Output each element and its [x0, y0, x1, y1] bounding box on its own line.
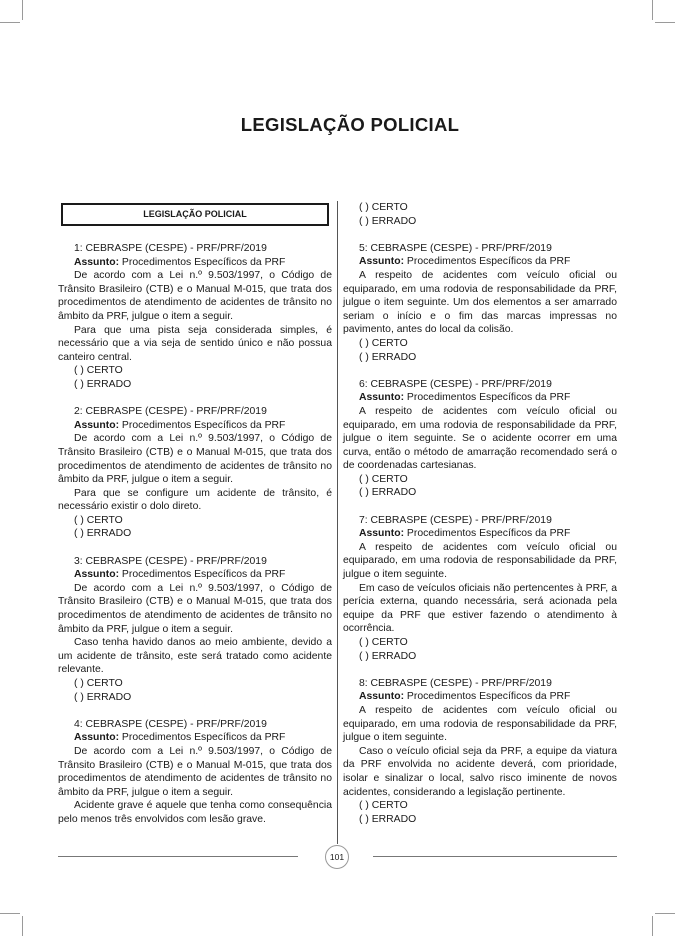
option-errado[interactable]: ( ) ERRADO [359, 215, 417, 227]
question-paragraph: A respeito de acidentes com veículo oficial ou equiparado, em uma rodovia de responsabilidade da PRF, julgue o item seguinte. Um dos elementos a ser amarrado seriam o início e o fim das marcas impressas no pavimento, antes do local da colisão. [343, 269, 617, 336]
question-item [343, 378, 617, 500]
option-certo[interactable]: ( ) CERTO [359, 637, 408, 648]
subject-label: Assunto: [359, 392, 405, 404]
option-certo[interactable]: ( ) CERTO [74, 514, 123, 526]
question-paragraph: Acidente grave é aquele que tenha como consequência pelo menos três envolvidos com lesão grave. [58, 800, 332, 825]
question-subject [343, 391, 617, 405]
question-item [58, 718, 332, 827]
question-item [58, 405, 332, 541]
question-subject [343, 527, 617, 541]
question-paragraph: A respeito de acidentes com veículo oficial ou equiparado, em uma rodovia de responsabilidade da PRF, julgue o item seguinte. [343, 541, 617, 581]
carryover-options [343, 201, 617, 228]
crop-mark-top-left-vertical [22, 0, 23, 20]
question-header: 1: CEBRASPE (CESPE) - PRF/PRF/2019 [74, 243, 267, 254]
option-certo[interactable]: ( ) CERTO [74, 365, 123, 377]
question-header: 2: CEBRASPE (CESPE) - PRF/PRF/2019 [74, 406, 267, 418]
crop-mark-top-left-horizontal [0, 22, 20, 23]
right-question-list [343, 242, 617, 827]
question-paragraph: De acordo com a Lei n.º 9.503/1997, o Código de Trânsito Brasileiro (CTB) e o Manual M-015, que trata dos procedimentos de atendimento de acidentes de trânsito no âmbito da PRF, julgue o item a seguir. [58, 270, 332, 322]
question-paragraph: Caso tenha havido danos ao meio ambiente, devido a um acidente de trânsito, este será tratado como acidente relevante. [58, 637, 332, 676]
question-item [58, 555, 332, 705]
left-question-list [58, 242, 332, 827]
subject-label: Assunto: [74, 256, 120, 268]
right-column [343, 201, 617, 840]
subject-value: Procedimentos Específicos da PRF [121, 732, 286, 744]
question-header: 7: CEBRASPE (CESPE) - PRF/PRF/2019 [359, 514, 552, 526]
question-item [343, 677, 617, 827]
option-errado[interactable]: ( ) ERRADO [74, 528, 132, 540]
subject-label: Assunto: [359, 528, 405, 540]
option-errado[interactable]: ( ) ERRADO [359, 487, 417, 499]
subject-label: Assunto: [74, 732, 120, 744]
question-paragraph: De acordo com a Lei n.º 9.503/1997, o Código de Trânsito Brasileiro (CTB) e o Manual M-015, que trata dos procedimentos de atendimento de acidentes de trânsito no âmbito da PRF, julgue o item a seguir. [58, 745, 332, 798]
option-errado[interactable]: ( ) ERRADO [359, 813, 417, 825]
left-column [58, 201, 332, 840]
question-header: 6: CEBRASPE (CESPE) - PRF/PRF/2019 [359, 378, 552, 390]
page-number-badge: 101 [325, 845, 349, 869]
question-subject [58, 419, 332, 433]
question-subject [58, 256, 332, 270]
subject-label: Assunto: [359, 691, 405, 703]
crop-mark-bottom-left-vertical [22, 916, 23, 936]
subject-value: Procedimentos Específicos da PRF [406, 256, 571, 268]
question-subject [58, 568, 332, 582]
subject-value: Procedimentos Específicos da PRF [121, 256, 286, 268]
question-header: 4: CEBRASPE (CESPE) - PRF/PRF/2019 [74, 718, 267, 730]
option-certo[interactable]: ( ) CERTO [359, 202, 408, 213]
question-item [58, 242, 332, 392]
column-divider [337, 201, 338, 844]
crop-mark-top-right-vertical [652, 0, 653, 20]
question-paragraph: De acordo com a Lei n.º 9.503/1997, o Código de Trânsito Brasileiro (CTB) e o Manual M-015, que trata dos procedimentos de atendimento de acidentes de trânsito no âmbito da PRF, julgue o item a seguir. [58, 433, 332, 486]
question-paragraph: Em caso de veículos oficiais não pertencentes à PRF, a perícia externa, quando necessária, será acionada pela equipe da PRF que estiver fazendo o atendimento à ocorrência. [343, 582, 617, 635]
question-paragraph: De acordo com a Lei n.º 9.503/1997, o Código de Trânsito Brasileiro (CTB) e o Manual M-015, que trata dos procedimentos de atendimento de acidentes de trânsito no âmbito da PRF, julgue o item a seguir. [58, 582, 332, 635]
subject-label: Assunto: [74, 569, 120, 581]
question-paragraph: Para que se configure um acidente de trânsito, é necessário existir o dolo direto. [58, 487, 332, 513]
page-title: LEGISLAÇÃO POLICIAL [240, 114, 460, 135]
option-certo[interactable]: ( ) CERTO [359, 337, 408, 349]
question-paragraph: Caso o veículo oficial seja da PRF, a equipe da viatura da PRF envolvida no acidente deverá, com prioridade, isolar e sinalizar o local, salvo risco iminente de novos acidentes, considerando a legislação pertinente. [343, 745, 617, 798]
question-paragraph: A respeito de acidentes com veículo oficial ou equiparado, em uma rodovia de responsabilidade da PRF, julgue o item seguinte. [343, 704, 617, 744]
crop-mark-bottom-left-horizontal [0, 913, 20, 914]
question-subject [58, 731, 332, 745]
crop-mark-bottom-right-horizontal [655, 913, 675, 914]
option-errado[interactable]: ( ) ERRADO [74, 378, 132, 390]
crop-mark-bottom-right-vertical [652, 916, 653, 936]
subject-label: Assunto: [359, 256, 405, 268]
option-errado[interactable]: ( ) ERRADO [359, 351, 417, 363]
question-item [343, 514, 617, 664]
question-header: 5: CEBRASPE (CESPE) - PRF/PRF/2019 [359, 242, 552, 254]
subject-value: Procedimentos Específicos da PRF [121, 419, 286, 431]
question-header: 8: CEBRASPE (CESPE) - PRF/PRF/2019 [359, 677, 552, 689]
option-errado[interactable]: ( ) ERRADO [359, 650, 417, 662]
subject-value: Procedimentos Específicos da PRF [406, 528, 571, 540]
subject-label: Assunto: [74, 419, 120, 431]
question-paragraph: Para que uma pista seja considerada simples, é necessário que a via seja de sentido único e não possua canteiro central. [58, 324, 332, 363]
question-subject [343, 690, 617, 704]
footer-line-right [373, 856, 617, 857]
option-certo[interactable]: ( ) CERTO [359, 800, 408, 812]
crop-mark-top-right-horizontal [655, 22, 675, 23]
footer-line-left [58, 856, 298, 857]
subject-value: Procedimentos Específicos da PRF [406, 691, 571, 703]
option-certo[interactable]: ( ) CERTO [74, 678, 123, 689]
subject-value: Procedimentos Específicos da PRF [406, 392, 571, 404]
option-certo[interactable]: ( ) CERTO [359, 473, 408, 485]
question-item [343, 242, 617, 364]
question-paragraph: A respeito de acidentes com veículo oficial ou equiparado, em uma rodovia de responsabilidade da PRF, julgue o item seguinte. Se o acidente ocorrer em uma curva, então o método de amarração recomendado será o de coordenadas cartesianas. [343, 405, 617, 472]
option-errado[interactable]: ( ) ERRADO [74, 691, 132, 703]
question-header: 3: CEBRASPE (CESPE) - PRF/PRF/2019 [74, 555, 267, 567]
section-label-box: LEGISLAÇÃO POLICIAL [61, 203, 329, 226]
question-subject [343, 255, 617, 269]
subject-value: Procedimentos Específicos da PRF [121, 569, 286, 581]
